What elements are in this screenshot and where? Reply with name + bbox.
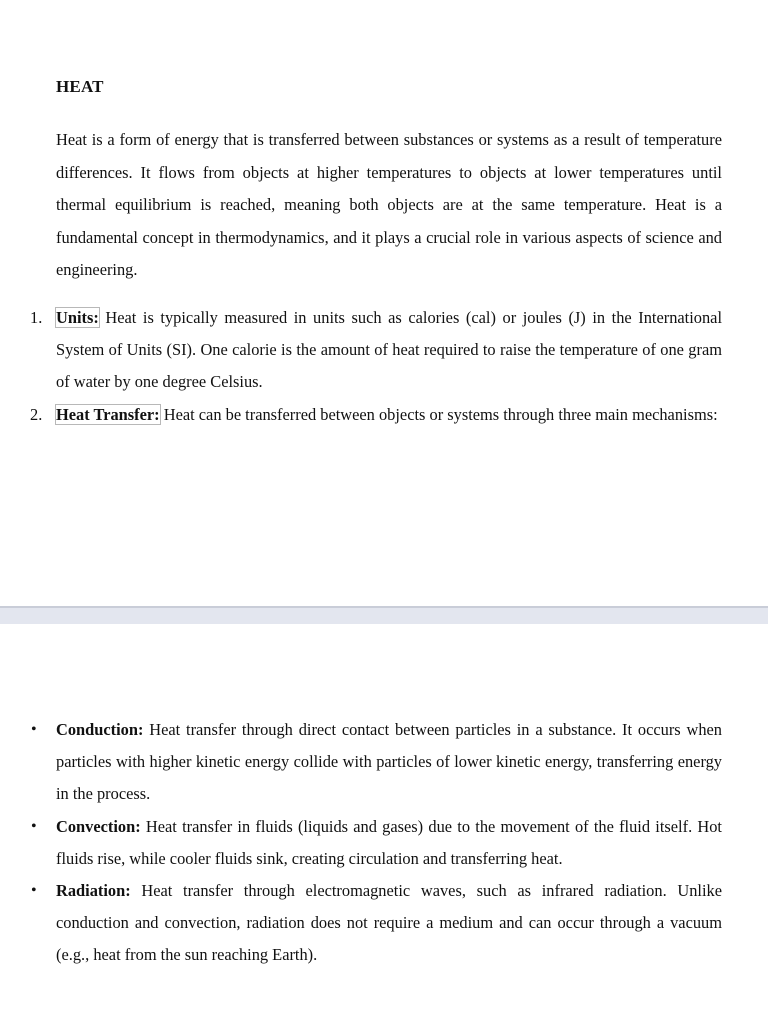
list-item-text: Heat is typically measured in units such as calories (cal) or joules (J) in the International System of Units (SI). One calorie is the amount of heat required to raise the temperature of one gram of water by one degree Celsius. <box>56 308 722 392</box>
list-item-text: Heat transfer in fluids (liquids and gases) due to the movement of the fluid itself. Hot fluids rise, while cooler fluids sink, creating circulation and transferring heat. <box>56 816 722 868</box>
bullet-icon: • <box>31 817 37 835</box>
page-separator <box>0 606 768 624</box>
list-item-text: Heat can be transferred between objects or systems through three main mechanisms: <box>159 404 718 424</box>
list-item-term: Radiation: <box>56 881 131 901</box>
list-item-term: Convection: <box>56 816 141 836</box>
intro-paragraph: Heat is a form of energy that is transferred between substances or systems as a result of temperature differences. It flows from objects at higher temperatures to objects at lower temperatures until thermal equilibrium is reached, meaning both objects are at the same temperature. Heat is a fundamental concept in thermodynamics, and it plays a crucial role in various aspects of science and engineering. <box>56 130 722 280</box>
list-item <box>30 399 722 431</box>
list-number: 1. <box>30 308 43 327</box>
list-item <box>31 811 722 875</box>
list-item-term: Units: <box>56 308 99 327</box>
list-item <box>30 302 722 399</box>
bullet-list <box>31 714 722 972</box>
list-item-term: Conduction: <box>56 720 144 739</box>
page-title: HEAT <box>56 77 104 96</box>
list-item-text: Heat transfer through direct contact between particles in a substance. It occurs when particles with higher kinetic energy collide with particles of lower kinetic energy, transferring energy in the process. <box>56 720 722 804</box>
list-item-text: Heat transfer through electromagnetic waves, such as infrared radiation. Unlike conduction and convection, radiation does not require a medium and can occur through a vacuum (e.g., heat from the sun reaching Earth). <box>56 881 722 965</box>
list-item-term: Heat Transfer: <box>56 404 160 424</box>
list-item <box>31 714 722 811</box>
list-item <box>31 875 722 972</box>
bullet-icon: • <box>31 882 37 900</box>
list-number: 2. <box>30 404 43 424</box>
bullet-icon: • <box>31 721 37 738</box>
numbered-list <box>30 302 722 431</box>
